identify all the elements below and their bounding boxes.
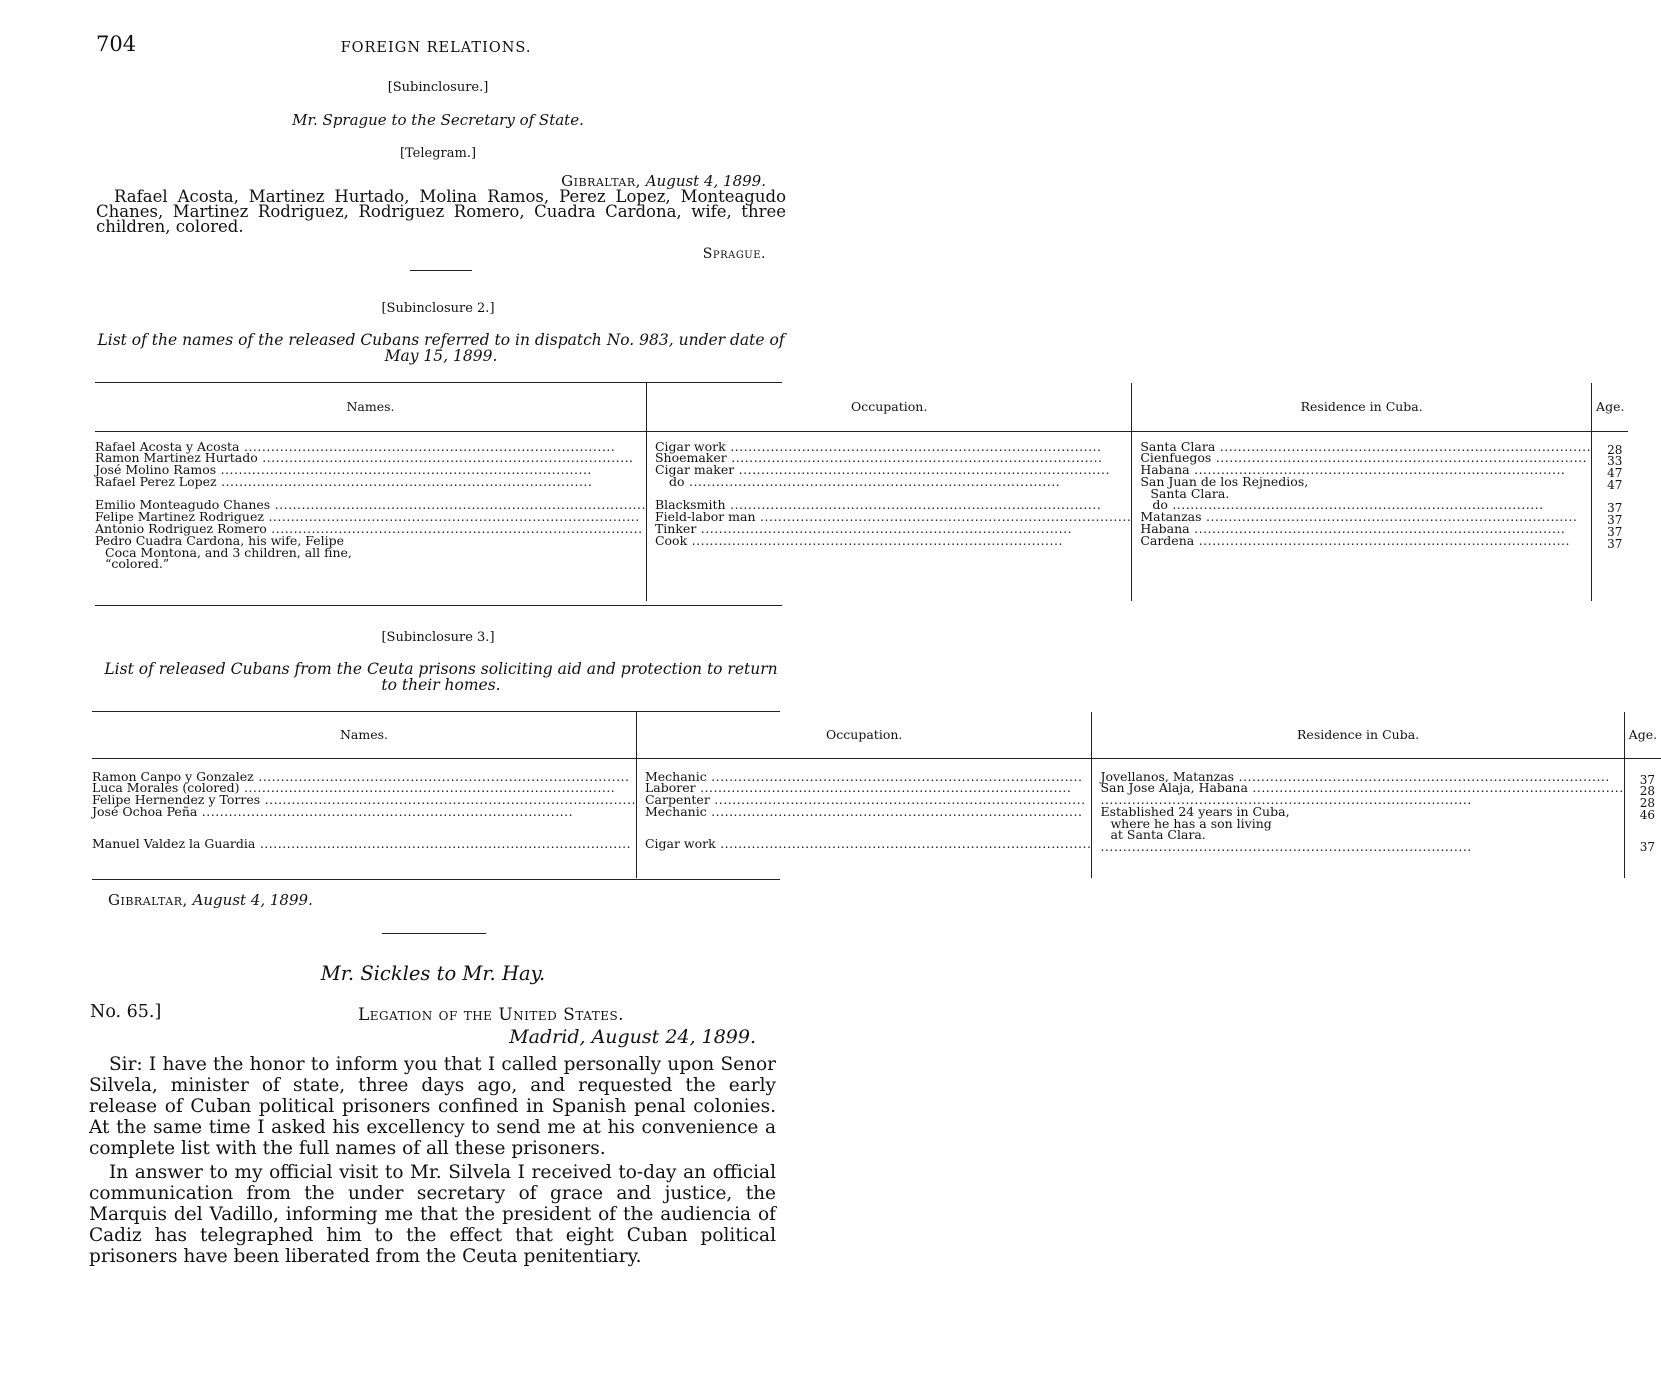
occupation-cell: Shoemaker ..... [655,452,1131,464]
col-header-occupation: Occupation. [646,383,1131,431]
occupation-cell: Laborer ..... [645,782,1092,794]
residence-cell: do ..... [1140,499,1591,511]
section-divider [410,270,472,271]
age-cell: 28 [1639,796,1656,811]
age-cell: 28 [1607,442,1623,457]
name-cell: Ramon Canpo y Gonzalez ..... [92,771,636,783]
col-header-residence: Residence in Cuba. [1092,712,1624,758]
subinclosure-2-label: [Subinclosure 2.] [381,301,495,316]
name-cell: Felipe Martinez Rodriguez ..... [95,511,646,523]
occupation-cell: Field-labor man ..... [655,511,1131,523]
name-cell: Ramon Martinez Hurtado ..... [95,452,646,464]
residence-column [1092,758,1624,878]
occupation-cell: Mechanic ..... [645,771,1092,783]
subinclosure-2-caption: List of the names of the released Cubans referred to in dispatch No. 983, under date of May 15, 1899. [97,331,785,365]
letter-title: Mr. Sickles to Mr. Hay. [320,962,546,985]
telegram-label: [Telegram.] [399,146,477,161]
col-header-residence: Residence in Cuba. [1132,383,1592,431]
occupation-cell: Cigar maker ..... [655,464,1131,476]
dateline-place: Gibraltar, [561,172,641,190]
running-title: FOREIGN RELATIONS. [340,40,532,56]
legation-heading: Legation of the United States. [358,1005,625,1025]
age-cell: 46 [1639,807,1656,822]
name-cell: Emilio Monteagudo Chanes ..... [95,499,646,511]
table-1-bottom-rule [95,605,782,606]
occupation-column [636,758,1092,878]
residence-cell: Habana ..... [1140,464,1591,476]
subinclosure-3-label: [Subinclosure 3.] [381,630,495,645]
released-cubans-table [95,383,1628,601]
age-cell: 37 [1607,525,1623,540]
col-header-age: Age. [1592,383,1629,431]
name-cell: Antonio Rodriguez Romero ..... [95,523,646,535]
age-cell: 37 [1607,536,1623,551]
name-cell-continued: “colored.” [105,556,170,572]
name-cell-continued: Coca Montona, and 3 children, all fine, [105,544,352,560]
occupation-cell: Blacksmith ..... [655,499,1131,511]
residence-cell: San Juan de los Rejnedios, [1140,473,1309,489]
residence-cell [1100,841,1623,853]
name-cell: Rafael Perez Lopez ..... [95,476,646,488]
age-cell: 37 [1639,840,1656,855]
residence-cell: Cardena ..... [1140,535,1591,547]
subinclosure-1-label: [Subinclosure.] [387,80,489,95]
col-header-names: Names. [95,383,646,431]
name-cell: Manuel Valdez la Guardia ..... [92,838,636,850]
age-cell: 28 [1639,784,1656,799]
dispatch-number: No. 65.] [90,1002,162,1022]
section-divider [382,933,486,934]
occupation-cell: Cook ..... [655,535,1131,547]
occupation-cell: do ..... [655,476,1131,488]
name-cell: José Molino Ramos ..... [95,464,646,476]
subinclosure-3-caption: List of released Cubans from the Ceuta prisons soliciting aid and protection to return to their homes. [104,660,778,694]
names-column [95,431,646,601]
col-header-names: Names. [92,712,636,758]
residence-cell: Established 24 years in Cuba, [1100,803,1290,819]
table-2-bottom-rule [92,879,780,880]
dateline-date: August 4, 1899. [645,172,766,190]
ceuta-prisoners-table [92,712,1661,878]
letter-paragraph: In answer to my official visit to Mr. Silvela I received to-day an official communication from the under secretary of grace and justice, the Marquis del Vadillo, informing me that the president of the audiencia of Cadiz has telegraphed him to the effect that eight Cuban political prisoners have been liberated from the Ceuta penitentiary. [89,1162,776,1267]
subinclosure-1-title: Mr. Sprague to the Secretary of State. [292,111,584,129]
residence-cell-continued: Santa Clara. [1150,485,1230,501]
residence-cell: Habana ..... [1140,523,1591,535]
residence-cell: Santa Clara ..... [1140,441,1591,453]
occupation-cell: Tinker ..... [655,523,1131,535]
telegram-signature: Sprague. [702,246,766,262]
name-cell: José Ochoa Peña ..... [92,806,636,818]
residence-cell: Jovellanos, Matanzas ..... [1100,771,1623,783]
residence-cell-continued: at Santa Clara. [1110,827,1206,843]
age-cell: 33 [1607,454,1623,469]
name-cell: Felipe Hernendez y Torres ..... [92,794,636,806]
occupation-cell: Cigar work ..... [655,441,1131,453]
dateline-place: Gibraltar, [108,891,188,909]
col-header-occupation: Occupation. [636,712,1092,758]
dateline-date: August 4, 1899. [192,891,313,909]
occupation-cell: Carpenter ..... [645,794,1092,806]
residence-column [1132,431,1592,601]
occupation-column [646,431,1131,601]
name-cell: Rafael Acosta y Acosta ..... [95,441,646,453]
age-cell: 37 [1607,513,1623,528]
age-cell: 47 [1607,466,1623,481]
occupation-cell: Cigar work ..... [645,838,1092,850]
age-column [1592,431,1629,601]
residence-cell-continued: where he has a son living [1110,815,1272,831]
age-cell: 37 [1639,772,1656,787]
col-header-age: Age. [1624,712,1661,758]
occupation-cell: Mechanic ..... [645,806,1092,818]
age-cell: 37 [1607,501,1623,516]
telegram-body: Rafael Acosta, Martinez Hurtado, Molina Ramos, Perez Lopez, Monteagudo Chanes, Martinez Rodriguez, Rodriguez Romero, Cuadra Cardona, wife, three children, colored. [96,187,786,236]
names-column [92,758,636,878]
letter-dateline: Madrid, August 24, 1899. [509,1026,756,1048]
age-cell: 47 [1607,477,1623,492]
letter-paragraph: Sir: I have the honor to inform you that I called personally upon Senor Silvela, minister of state, three days ago, and requested the early release of Cuban political prisoners confined in Spanish penal colonies. At the same time I asked his excellency to send me at his convenience a complete list with the full names of all these prisoners. [89,1054,776,1159]
name-cell: Pedro Cuadra Cardona, his wife, Felipe [95,532,345,548]
residence-cell: Cienfuegos ..... [1140,452,1591,464]
name-cell: Luca Morales (colored) ..... [92,782,636,794]
residence-cell: San Jose Alaja, Habana ..... [1100,782,1623,794]
residence-cell: Matanzas ..... [1140,511,1591,523]
subinclosure-3-dateline [108,891,313,909]
page-number: 704 [96,32,137,56]
age-column [1624,758,1661,878]
